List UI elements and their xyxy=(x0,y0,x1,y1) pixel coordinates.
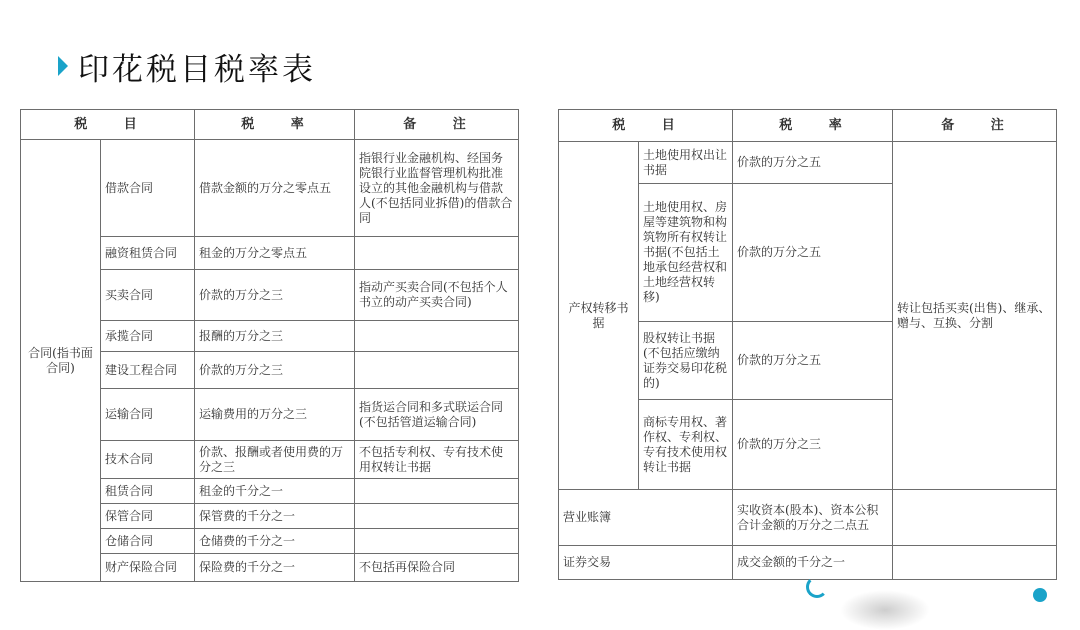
group-note: 转让包括买卖(出售)、继承、赠与、互换、分割 xyxy=(893,142,1057,490)
rate-cell: 租金的万分之零点五 xyxy=(195,237,355,270)
rate-cell: 运输费用的万分之三 xyxy=(195,389,355,441)
note-cell: 不包括再保险合同 xyxy=(355,554,519,582)
group-label: 产权转移书据 xyxy=(559,142,639,490)
item-cell: 运输合同 xyxy=(101,389,195,441)
rate-cell: 成交金额的千分之一 xyxy=(733,546,893,580)
rate-cell: 价款的万分之五 xyxy=(733,142,893,184)
property-transfer-tax-table xyxy=(558,109,1057,580)
decorative-arc-icon xyxy=(806,576,828,598)
triangle-bullet-icon xyxy=(58,56,68,76)
title-bar xyxy=(58,44,316,88)
note-cell xyxy=(355,237,519,270)
item-cell: 保管合同 xyxy=(101,504,195,529)
rate-cell: 价款的万分之三 xyxy=(195,352,355,389)
rate-cell: 仓储费的千分之一 xyxy=(195,529,355,554)
item-cell: 承揽合同 xyxy=(101,321,195,352)
rate-cell: 借款金额的万分之零点五 xyxy=(195,140,355,237)
item-cell: 证券交易 xyxy=(559,546,733,580)
note-cell xyxy=(893,546,1057,580)
header-rate: 税 率 xyxy=(195,110,355,140)
note-cell xyxy=(355,479,519,504)
item-cell: 仓储合同 xyxy=(101,529,195,554)
rate-cell: 实收资本(股本)、资本公积合计金额的万分之二点五 xyxy=(733,490,893,546)
header-item: 税 目 xyxy=(21,110,195,140)
note-cell xyxy=(893,490,1057,546)
item-cell: 融资租赁合同 xyxy=(101,237,195,270)
header-item: 税 目 xyxy=(559,110,733,142)
group-label: 合同(指书面合同) xyxy=(21,140,101,582)
table-row xyxy=(559,490,1057,546)
rate-cell: 价款、报酬或者使用费的万分之三 xyxy=(195,441,355,479)
rate-cell: 价款的万分之三 xyxy=(195,270,355,321)
table-row xyxy=(559,546,1057,580)
item-cell: 借款合同 xyxy=(101,140,195,237)
item-cell: 土地使用权出让书据 xyxy=(639,142,733,184)
rate-cell: 价款的万分之五 xyxy=(733,184,893,322)
rate-cell: 租金的千分之一 xyxy=(195,479,355,504)
note-cell: 指动产买卖合同(不包括个人书立的动产买卖合同) xyxy=(355,270,519,321)
note-cell xyxy=(355,352,519,389)
note-cell: 不包括专利权、专有技术使用权转让书据 xyxy=(355,441,519,479)
decorative-dot-icon xyxy=(1033,588,1047,602)
rate-cell: 价款的万分之三 xyxy=(733,400,893,490)
item-cell: 商标专用权、著作权、专利权、专有技术使用权转让书据 xyxy=(639,400,733,490)
rate-cell: 保管费的千分之一 xyxy=(195,504,355,529)
header-rate: 税 率 xyxy=(733,110,893,142)
note-cell xyxy=(355,504,519,529)
item-cell: 财产保险合同 xyxy=(101,554,195,582)
item-cell: 租赁合同 xyxy=(101,479,195,504)
item-cell: 建设工程合同 xyxy=(101,352,195,389)
item-cell: 买卖合同 xyxy=(101,270,195,321)
page-title: 印花税目税率表 xyxy=(78,51,316,88)
item-cell: 土地使用权、房屋等建筑物和构筑物所有权转让书据(不包括土地承包经营权和土地经营权转移) xyxy=(639,184,733,322)
note-cell xyxy=(355,529,519,554)
rate-cell: 报酬的万分之三 xyxy=(195,321,355,352)
header-note: 备 注 xyxy=(355,110,519,140)
note-cell: 指银行业金融机构、经国务院银行业监督管理机构批准设立的其他金融机构与借款人(不包括同业拆借)的借款合同 xyxy=(355,140,519,237)
header-note: 备 注 xyxy=(893,110,1057,142)
note-cell: 指货运合同和多式联运合同(不包括管道运输合同) xyxy=(355,389,519,441)
rate-cell: 价款的万分之五 xyxy=(733,322,893,400)
table-row xyxy=(559,142,1057,184)
contract-tax-table xyxy=(20,109,519,582)
decorative-glow xyxy=(840,590,930,630)
item-cell: 营业账簿 xyxy=(559,490,733,546)
item-cell: 股权转让书据(不包括应缴纳证券交易印花税的) xyxy=(639,322,733,400)
note-cell xyxy=(355,321,519,352)
table-row xyxy=(21,140,519,237)
item-cell: 技术合同 xyxy=(101,441,195,479)
rate-cell: 保险费的千分之一 xyxy=(195,554,355,582)
